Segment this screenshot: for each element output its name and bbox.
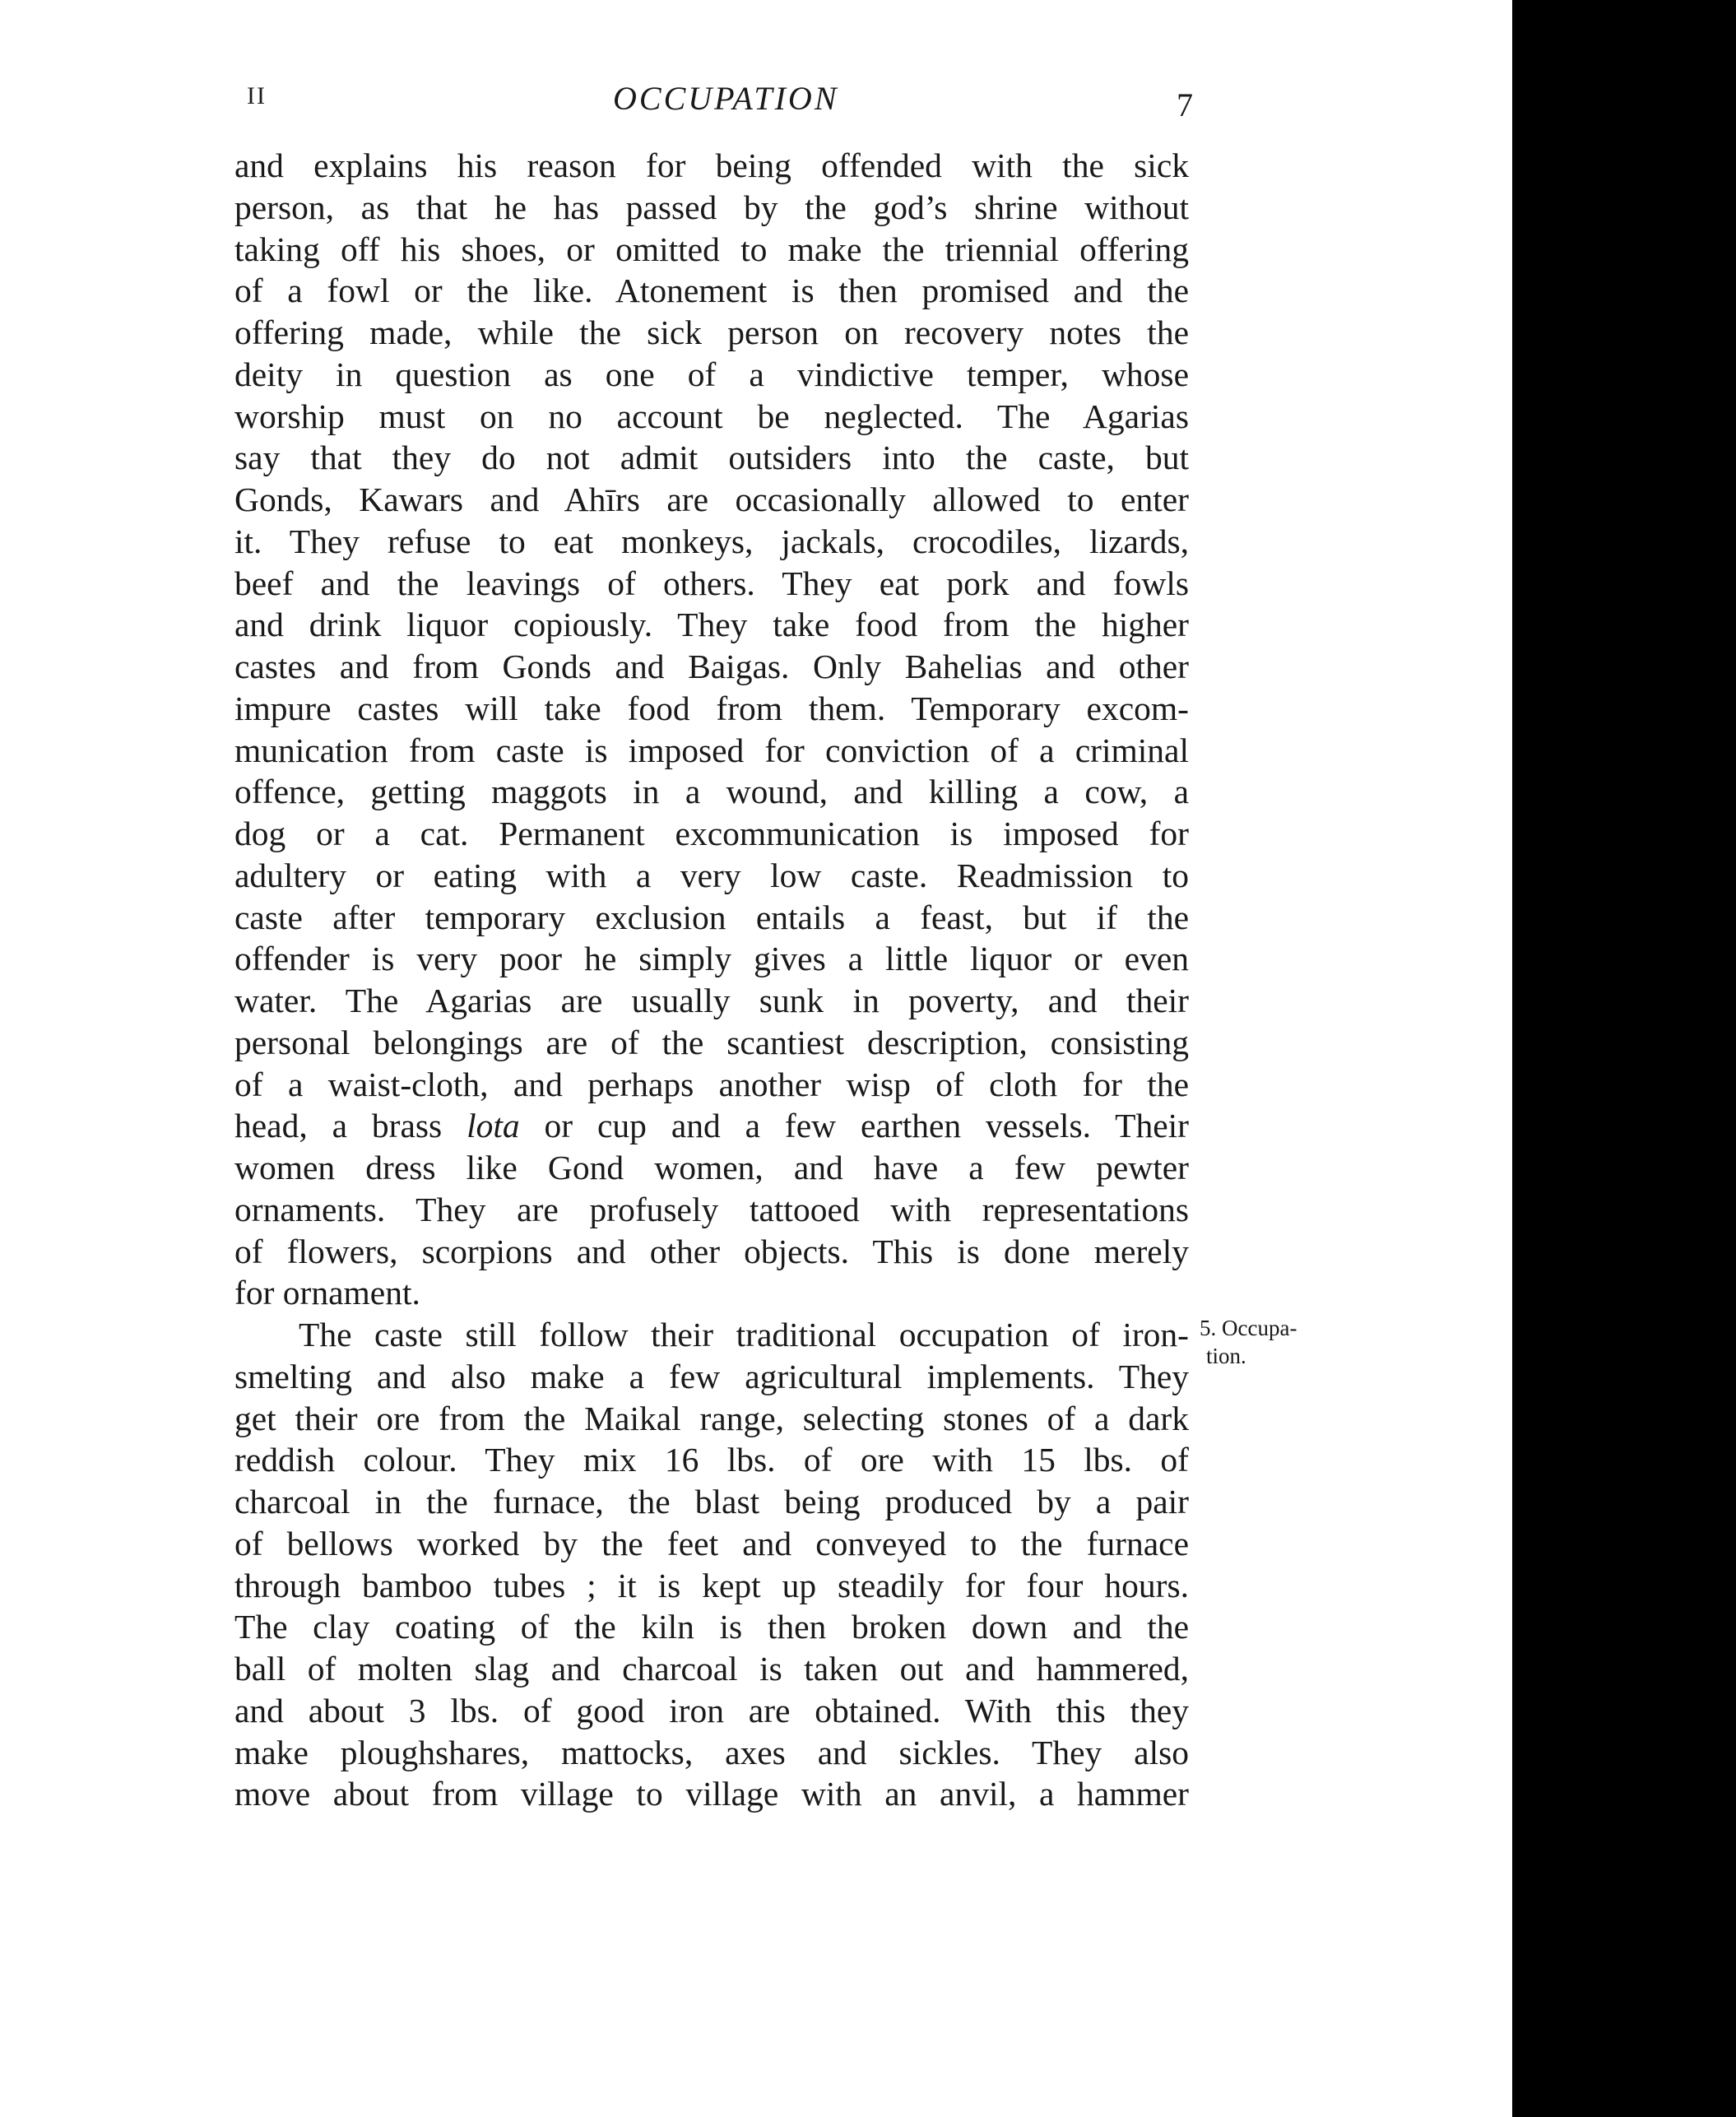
text-line: offering made, while the sick person on recovery notes the (234, 313, 1189, 351)
text-segment: head, a brass (234, 1107, 467, 1145)
text-line: dog or a cat. Permanent excommunication is imposed for (234, 815, 1189, 852)
text-line: of flowers, scorpions and other objects. This is done merely (234, 1232, 1189, 1270)
text-line: munication from caste is imposed for conviction of a criminal (234, 731, 1189, 769)
text-line: taking off his shoes, or omitted to make the triennial offering (234, 230, 1189, 268)
text-line: reddish colour. They mix 16 lbs. of ore with 15 lbs. of (234, 1441, 1189, 1479)
text-line: smelting and also make a few agricultural implements. They (234, 1357, 1189, 1395)
margin-note-line: 5. Occupa- (1200, 1316, 1297, 1340)
text-line: for ornament. (234, 1274, 420, 1312)
text-line: worship must on no account be neglected. The Agarias (234, 397, 1189, 435)
text-line: Gonds, Kawars and Ahīrs are occasionally allowed to enter (234, 481, 1189, 518)
text-line: adultery or eating with a very low caste. Readmission to (234, 856, 1189, 894)
text-line: offence, getting maggots in a wound, and killing a cow, a (234, 773, 1189, 811)
margin-note-line: tion. (1206, 1344, 1246, 1368)
text-line: castes and from Gonds and Baigas. Only Bahelias and other (234, 648, 1189, 685)
text-line: charcoal in the furnace, the blast being produced by a pair (234, 1483, 1189, 1520)
text-line: move about from village to village with an anvil, a hammer (234, 1775, 1189, 1813)
text-line: caste after temporary exclusion entails a feast, but if the (234, 898, 1189, 936)
text-line: water. The Agarias are usually sunk in poverty, and their (234, 982, 1189, 1019)
paragraph-start-line: The caste still follow their traditional occupation of iron- (299, 1316, 1189, 1353)
text-line: get their ore from the Maikal range, selecting stones of a dark (234, 1399, 1189, 1437)
text-line: person, as that he has passed by the god’s shrine without (234, 188, 1189, 226)
text-line: of bellows worked by the feet and conveyed to the furnace (234, 1524, 1189, 1562)
text-line: personal belongings are of the scantiest description, consisting (234, 1023, 1189, 1061)
text-line: deity in question as one of a vindictive temper, whose (234, 355, 1189, 393)
text-line: through bamboo tubes ; it is kept up steadily for four hours. (234, 1566, 1189, 1604)
text-line: and drink liquor copiously. They take food from the higher (234, 606, 1189, 644)
text-line: The clay coating of the kiln is then broken down and the (234, 1608, 1189, 1646)
text-segment: or cup and a few earthen vessels. Their (519, 1107, 1189, 1145)
text-line: of a waist-cloth, and perhaps another wisp of cloth for the (234, 1065, 1189, 1103)
text-line: impure castes will take food from them. Temporary excom- (234, 689, 1189, 727)
text-line: women dress like Gond women, and have a few pewter (234, 1149, 1189, 1186)
text-line: say that they do not admit outsiders into the caste, but (234, 439, 1189, 477)
text-line: ornaments. They are profusely tattooed with representations (234, 1190, 1189, 1228)
text-line: ball of molten slag and charcoal is taken out and hammered, (234, 1650, 1189, 1688)
running-head-chapter: II (247, 82, 267, 109)
text-line: and about 3 lbs. of good iron are obtained. With this they (234, 1691, 1189, 1729)
text-line: beef and the leavings of others. They eat pork and fowls (234, 564, 1189, 602)
text-line: offender is very poor he simply gives a little liquor or even (234, 940, 1189, 978)
scan-dark-edge (1512, 0, 1736, 2117)
running-head-title: OCCUPATION (613, 80, 839, 117)
page-number: 7 (1177, 86, 1193, 123)
text-line: make ploughshares, mattocks, axes and sickles. They also (234, 1733, 1189, 1771)
text-line: it. They refuse to eat monkeys, jackals, crocodiles, lizards, (234, 522, 1189, 560)
text-line: and explains his reason for being offended with the sick (234, 146, 1189, 184)
text-line-with-italic (234, 1105, 1189, 1147)
body-text (234, 145, 1189, 1815)
text-line: of a fowl or the like. Atonement is then promised and the (234, 272, 1189, 310)
margin-note (1200, 1314, 1297, 1370)
italic-word: lota (466, 1107, 520, 1145)
